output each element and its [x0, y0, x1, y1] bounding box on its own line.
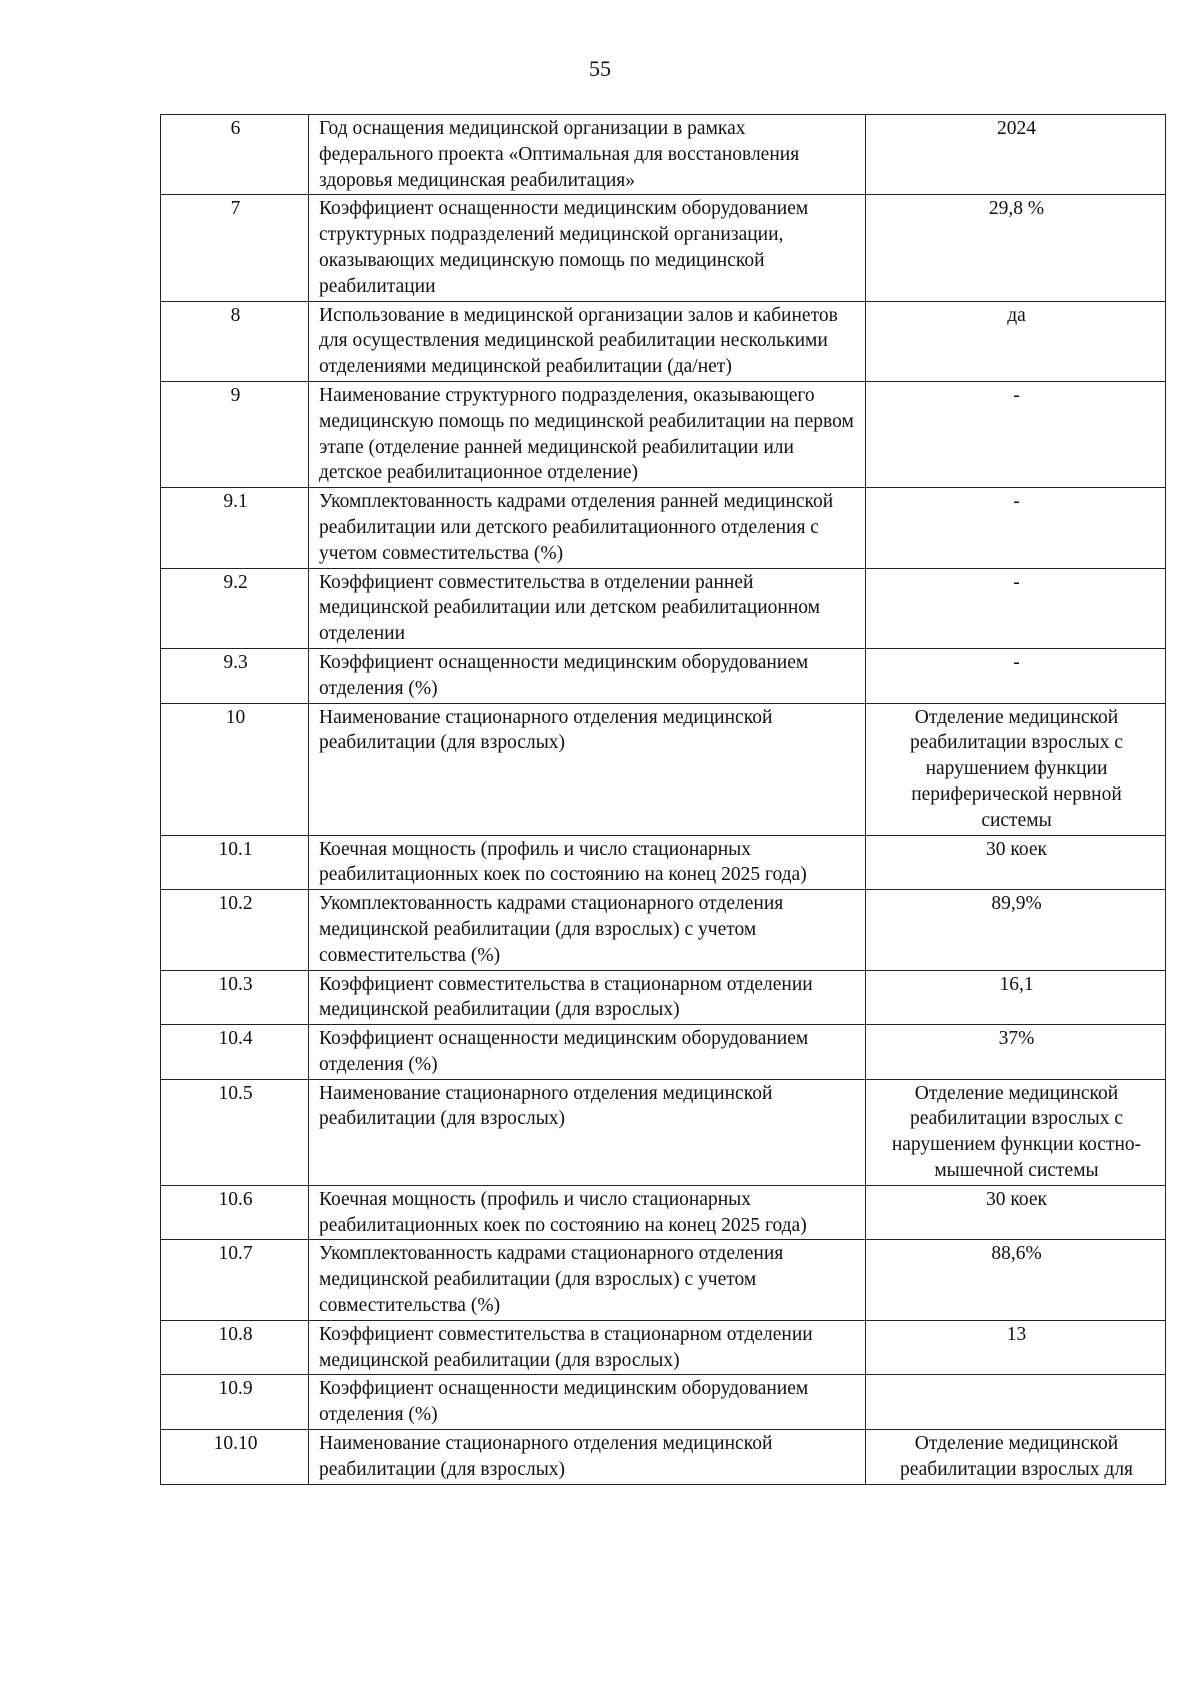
row-value: 30 коек: [866, 1185, 1166, 1240]
table-row: [161, 115, 1166, 195]
row-number: 6: [161, 115, 309, 195]
row-number: 8: [161, 301, 309, 381]
table-row: [161, 1320, 1166, 1375]
row-description: Год оснащения медицинской организации в рамках федерального проекта «Оптимальная для восстановления здоровья медицинская реабилитация»: [309, 115, 866, 195]
row-value: Отделение медицинской реабилитации взрослых с нарушением функции периферической нервной системы: [866, 703, 1166, 835]
table-row: [161, 568, 1166, 648]
table-row: [161, 1185, 1166, 1240]
row-value: -: [866, 488, 1166, 568]
row-description: Коэффициент оснащенности медицинским оборудованием отделения (%): [309, 1375, 866, 1430]
row-description: Коэффициент оснащенности медицинским оборудованием отделения (%): [309, 1025, 866, 1080]
row-number: 10.10: [161, 1430, 309, 1485]
row-value: -: [866, 648, 1166, 703]
table-row: [161, 1375, 1166, 1430]
table-row: [161, 703, 1166, 835]
table-row: [161, 301, 1166, 381]
table-row: [161, 488, 1166, 568]
row-value: 16,1: [866, 970, 1166, 1025]
row-description: Коэффициент совместительства в стационарном отделении медицинской реабилитации (для взрослых): [309, 970, 866, 1025]
row-value: -: [866, 381, 1166, 487]
row-description: Коэффициент совместительства в отделении ранней медицинской реабилитации или детском реабилитационном отделении: [309, 568, 866, 648]
row-number: 9.1: [161, 488, 309, 568]
row-value: [866, 1375, 1166, 1430]
page-number: 55: [589, 56, 611, 81]
table-row: [161, 1430, 1166, 1485]
table-row: [161, 1025, 1166, 1080]
row-description: Наименование стационарного отделения медицинской реабилитации (для взрослых): [309, 703, 866, 835]
row-number: 10.6: [161, 1185, 309, 1240]
row-description: Наименование стационарного отделения медицинской реабилитации (для взрослых): [309, 1079, 866, 1185]
row-description: Коечная мощность (профиль и число стационарных реабилитационных коек по состоянию на конец 2025 года): [309, 1185, 866, 1240]
row-value: 37%: [866, 1025, 1166, 1080]
row-value: 89,9%: [866, 890, 1166, 970]
table-row: [161, 195, 1166, 301]
row-description: Коечная мощность (профиль и число стационарных реабилитационных коек по состоянию на конец 2025 года): [309, 835, 866, 890]
row-number: 10.7: [161, 1240, 309, 1320]
row-value: 2024: [866, 115, 1166, 195]
row-number: 10.5: [161, 1079, 309, 1185]
table-row: [161, 890, 1166, 970]
row-number: 10.9: [161, 1375, 309, 1430]
row-value: 29,8 %: [866, 195, 1166, 301]
row-description: Коэффициент оснащенности медицинским оборудованием отделения (%): [309, 648, 866, 703]
row-number: 7: [161, 195, 309, 301]
row-number: 10.4: [161, 1025, 309, 1080]
row-description: Наименование стационарного отделения медицинской реабилитации (для взрослых): [309, 1430, 866, 1485]
row-description: Коэффициент совместительства в стационарном отделении медицинской реабилитации (для взрослых): [309, 1320, 866, 1375]
row-description: Укомплектованность кадрами стационарного отделения медицинской реабилитации (для взрослых) с учетом совместительства (%): [309, 1240, 866, 1320]
row-value: Отделение медицинской реабилитации взрослых с нарушением функции костно-мышечной системы: [866, 1079, 1166, 1185]
row-value: Отделение медицинской реабилитации взрослых для: [866, 1430, 1166, 1485]
row-number: 10: [161, 703, 309, 835]
row-number: 10.8: [161, 1320, 309, 1375]
row-number: 9.2: [161, 568, 309, 648]
indicators-table: [160, 114, 1166, 1485]
table-row: [161, 1240, 1166, 1320]
table-row: [161, 835, 1166, 890]
table-row: [161, 381, 1166, 487]
row-number: 10.3: [161, 970, 309, 1025]
row-description: Укомплектованность кадрами стационарного отделения медицинской реабилитации (для взрослых) с учетом совместительства (%): [309, 890, 866, 970]
row-value: 13: [866, 1320, 1166, 1375]
row-description: Использование в медицинской организации залов и кабинетов для осуществления медицинской реабилитации несколькими отделениями медицинской реабилитации (да/нет): [309, 301, 866, 381]
row-number: 10.1: [161, 835, 309, 890]
row-number: 10.2: [161, 890, 309, 970]
row-description: Наименование структурного подразделения, оказывающего медицинскую помощь по медицинской реабилитации на первом этапе (отделение ранней медицинской реабилитации или детское реабилитационное отделение): [309, 381, 866, 487]
table-row: [161, 1079, 1166, 1185]
row-description: Коэффициент оснащенности медицинским оборудованием структурных подразделений медицинской организации, оказывающих медицинскую помощь по медицинской реабилитации: [309, 195, 866, 301]
row-number: 9.3: [161, 648, 309, 703]
row-description: Укомплектованность кадрами отделения ранней медицинской реабилитации или детского реабилитационного отделения с учетом совместительства (%): [309, 488, 866, 568]
row-value: да: [866, 301, 1166, 381]
row-value: -: [866, 568, 1166, 648]
table-row: [161, 970, 1166, 1025]
row-number: 9: [161, 381, 309, 487]
row-value: 30 коек: [866, 835, 1166, 890]
table-row: [161, 648, 1166, 703]
row-value: 88,6%: [866, 1240, 1166, 1320]
